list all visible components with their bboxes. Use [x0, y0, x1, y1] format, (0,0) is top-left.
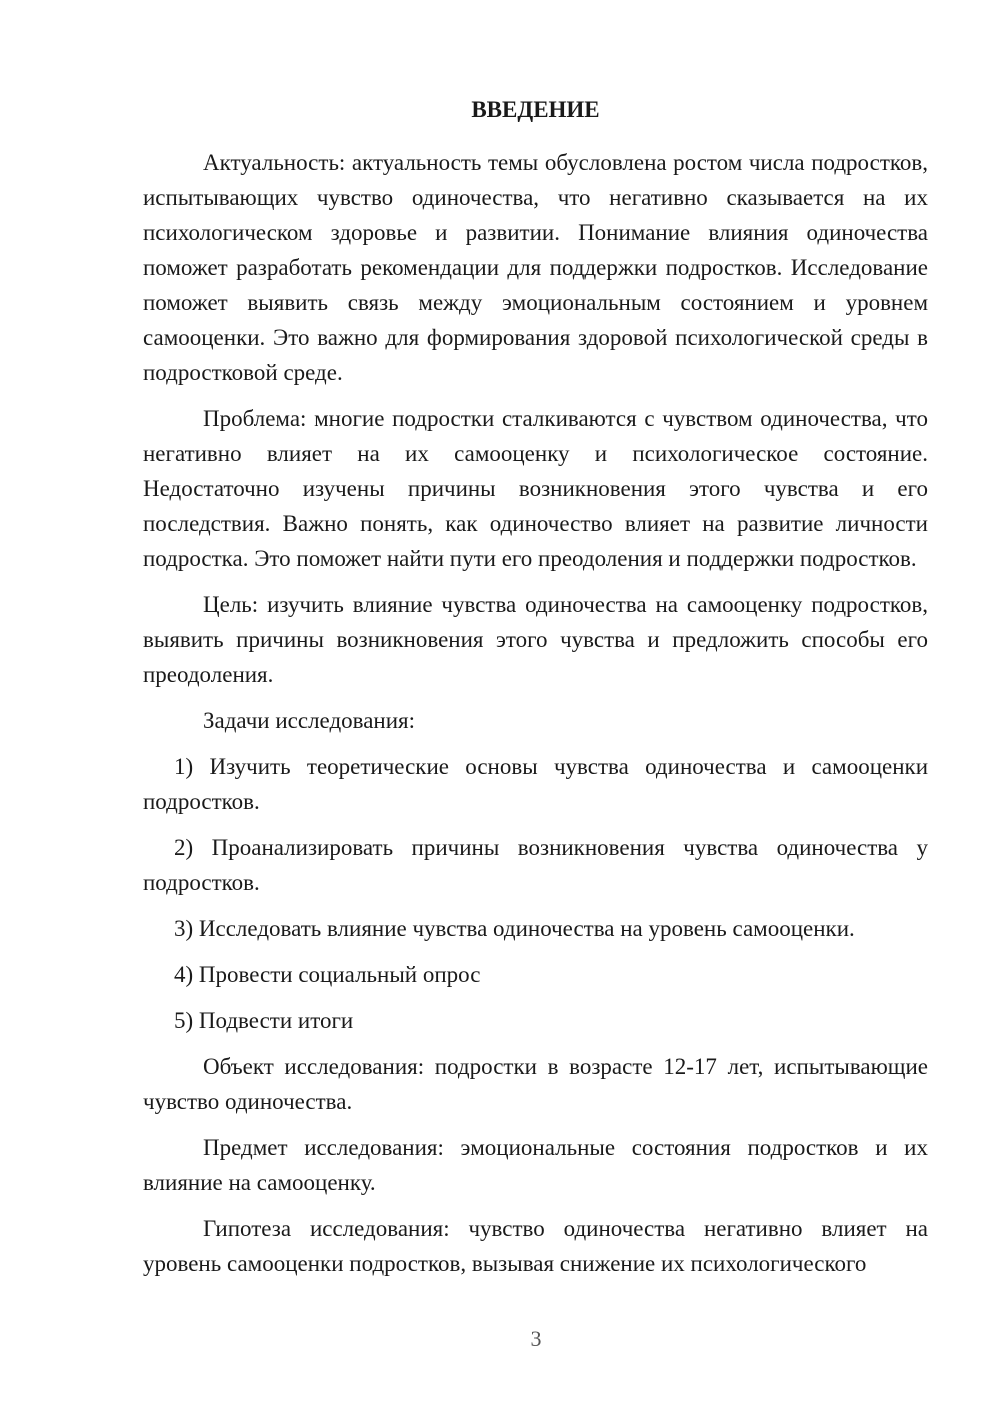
- paragraph-relevance: Актуальность: актуальность темы обусловлена ростом числа подростков, испытывающих чувство одиночества, что негативно сказывается на их психологическом здоровье и развитии. Понимание влияния одиночества поможет разработать рекомендации для поддержки подростков. Исследование поможет выявить связь между эмоциональным состоянием и уровнем самооценки. Это важно для формирования здоровой психологической среды в подростковой среде.: [143, 150, 928, 385]
- task-item-1: 1) Изучить теоретические основы чувства одиночества и самооценки подростков.: [143, 754, 928, 814]
- page-content: [143, 92, 928, 1292]
- paragraph-goal: Цель: изучить влияние чувства одиночества на самооценку подростков, выявить причины возникновения этого чувства и предложить способы его преодоления.: [143, 592, 928, 687]
- section-heading: ВВЕДЕНИЕ: [471, 97, 600, 122]
- paragraph-problem: Проблема: многие подростки сталкиваются с чувством одиночества, что негативно влияет на их самооценку и психологическое состояние. Недостаточно изучены причины возникновения этого чувства и его последствия. Важно понять, как одиночество влияет на развитие личности подростка. Это поможет найти пути его преодоления и поддержки подростков.: [143, 406, 928, 571]
- page-number: 3: [530, 1326, 542, 1351]
- paragraph-subject: Предмет исследования: эмоциональные состояния подростков и их влияние на самооценку.: [143, 1135, 928, 1195]
- task-item-3: 3) Исследовать влияние чувства одиночества на уровень самооценки.: [174, 916, 855, 941]
- paragraph-tasks-heading: Задачи исследования:: [203, 708, 416, 733]
- task-item-4: 4) Провести социальный опрос: [174, 962, 481, 987]
- paragraph-hypothesis: Гипотеза исследования: чувство одиночества негативно влияет на уровень самооценки подростков, вызывая снижение их психологического: [143, 1216, 928, 1276]
- task-item-5: 5) Подвести итоги: [174, 1008, 354, 1033]
- paragraph-object: Объект исследования: подростки в возрасте 12-17 лет, испытывающие чувство одиночества.: [143, 1054, 928, 1114]
- task-item-2: 2) Проанализировать причины возникновения чувства одиночества у подростков.: [143, 835, 928, 895]
